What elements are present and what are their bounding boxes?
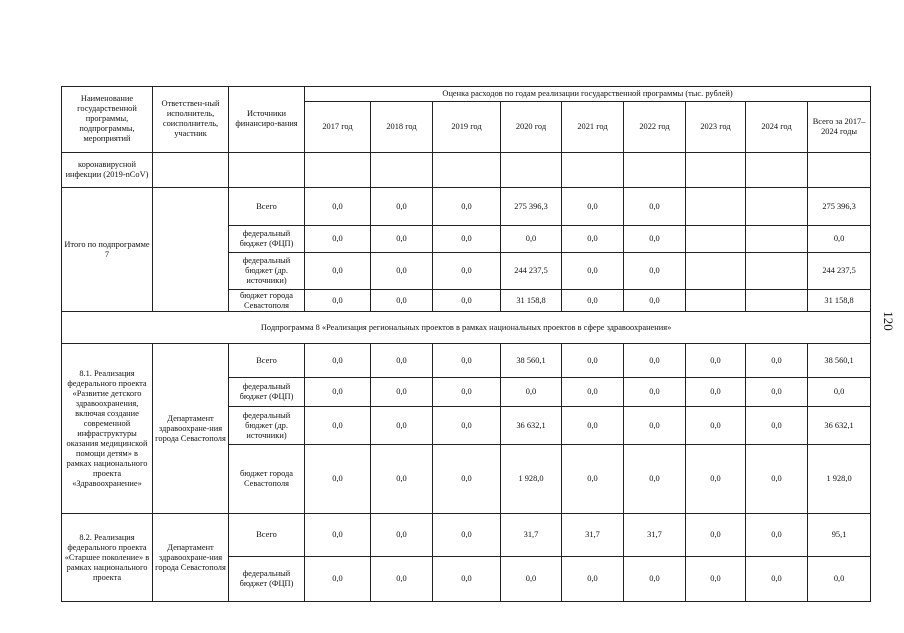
header-year: 2017 год [305, 102, 371, 152]
cell-value: 0,0 [433, 407, 501, 445]
cell-value [686, 289, 746, 311]
source-label: федеральный бюджет (ФЦП) [229, 377, 305, 406]
cell-value: 0,0 [746, 514, 808, 557]
cell-value: 0,0 [746, 377, 808, 406]
source-label: Всего [229, 187, 305, 225]
cell-value: 31,7 [501, 514, 562, 557]
cell-value: 0,0 [433, 514, 501, 557]
cell-value: 0,0 [501, 377, 562, 406]
total7-label: Итого по подпрограмме 7 [62, 187, 153, 311]
budget-table [61, 86, 871, 602]
cell-value: 1 928,0 [808, 445, 871, 514]
header-year: 2022 год [624, 102, 686, 152]
cell-value: 0,0 [686, 344, 746, 377]
table-row [62, 344, 871, 377]
header-year: 2024 год [746, 102, 808, 152]
source-label: федеральный бюджет (др. источники) [229, 252, 305, 289]
budget-table-page [61, 86, 870, 602]
cell-value: 275 396,3 [501, 187, 562, 225]
source-label: Всего [229, 514, 305, 557]
cell-value: 0,0 [562, 557, 624, 602]
cell-value: 36 632,1 [501, 407, 562, 445]
cell-value: 0,0 [371, 226, 433, 252]
header-year: 2023 год [686, 102, 746, 152]
cell-value: 95,1 [808, 514, 871, 557]
item-8-2-responsible: Департамент здравоохране-ния города Севастополя [153, 514, 229, 602]
cell-value: 0,0 [305, 514, 371, 557]
source-label: бюджет города Севастополя [229, 445, 305, 514]
cell-value: 0,0 [624, 557, 686, 602]
cell-value: 0,0 [433, 252, 501, 289]
cell-value [746, 226, 808, 252]
header-name: Наименование государственной программы, подпрограммы, мероприятий [62, 87, 153, 153]
cell-value: 0,0 [746, 557, 808, 602]
cell-value: 0,0 [686, 445, 746, 514]
cell-value: 0,0 [371, 557, 433, 602]
cell-value: 0,0 [433, 226, 501, 252]
cell-value: 0,0 [562, 344, 624, 377]
cell-value: 0,0 [305, 226, 371, 252]
cell-value: 0,0 [808, 557, 871, 602]
cell-value: 0,0 [746, 407, 808, 445]
cell-value: 0,0 [371, 344, 433, 377]
cell-value [746, 187, 808, 225]
table-row [62, 187, 871, 225]
cell-value: 0,0 [305, 407, 371, 445]
header-estimate: Оценка расходов по годам реализации государственной программы (тыс. рублей) [305, 87, 871, 102]
cell-value [686, 252, 746, 289]
cell-value: 0,0 [686, 377, 746, 406]
cell-value: 0,0 [624, 252, 686, 289]
cell-value: 0,0 [746, 344, 808, 377]
cell-value: 0,0 [305, 289, 371, 311]
header-total: Всего за 2017–2024 годы [808, 102, 871, 152]
source-label: федеральный бюджет (ФЦП) [229, 557, 305, 602]
cell-value: 0,0 [433, 187, 501, 225]
cell-value: 0,0 [305, 252, 371, 289]
item-8-1-responsible: Департамент здравоохране-ния города Севастополя [153, 344, 229, 514]
cell-value: 0,0 [433, 344, 501, 377]
continuation-text: коронавирусной инфекции (2019-nCoV) [62, 152, 153, 187]
cell-value: 0,0 [562, 407, 624, 445]
cell-value: 0,0 [686, 557, 746, 602]
cell-value: 0,0 [624, 187, 686, 225]
cell-value: 244 237,5 [808, 252, 871, 289]
cell-value: 0,0 [433, 557, 501, 602]
cell-value: 1 928,0 [501, 445, 562, 514]
cell-value: 0,0 [371, 445, 433, 514]
cell-value: 36 632,1 [808, 407, 871, 445]
cell-value: 0,0 [305, 377, 371, 406]
cell-value: 0,0 [686, 514, 746, 557]
cell-value: 0,0 [562, 252, 624, 289]
cell-value: 0,0 [371, 252, 433, 289]
cell-value: 244 237,5 [501, 252, 562, 289]
cell-value: 31 158,8 [501, 289, 562, 311]
cell-value [686, 187, 746, 225]
cell-value: 0,0 [624, 445, 686, 514]
cell-value: 0,0 [808, 226, 871, 252]
cell-value: 38 560,1 [501, 344, 562, 377]
source-label: федеральный бюджет (др. источники) [229, 407, 305, 445]
cell-value: 0,0 [562, 289, 624, 311]
cell-value: 0,0 [562, 445, 624, 514]
item-8-2-name: 8.2. Реализация федерального проекта «Старшее поколение» в рамках национального проекта [62, 514, 153, 602]
cell-value: 0,0 [305, 344, 371, 377]
subprogram-8-title: Подпрограмма 8 «Реализация региональных проектов в рамках национальных проектов в сфере здравоохранения» [62, 312, 871, 344]
cell-value [746, 289, 808, 311]
cell-value: 275 396,3 [808, 187, 871, 225]
source-label: бюджет города Севастополя [229, 289, 305, 311]
cell-value: 0,0 [433, 377, 501, 406]
cell-value: 0,0 [305, 187, 371, 225]
cell-value: 0,0 [433, 289, 501, 311]
cell-value: 38 560,1 [808, 344, 871, 377]
header-responsible: Ответствен-ный исполнитель, соисполнитель, участник [153, 87, 229, 153]
cell-value: 0,0 [746, 445, 808, 514]
cell-value: 0,0 [371, 407, 433, 445]
cell-value: 0,0 [305, 557, 371, 602]
cell-value: 0,0 [808, 377, 871, 406]
cell-value: 0,0 [686, 407, 746, 445]
cell-value: 31,7 [562, 514, 624, 557]
table-row [62, 514, 871, 557]
cell-value: 0,0 [624, 377, 686, 406]
header-year: 2020 год [501, 102, 562, 152]
cell-value: 31 158,8 [808, 289, 871, 311]
cell-value: 0,0 [433, 445, 501, 514]
header-year: 2019 год [433, 102, 501, 152]
cell-value: 0,0 [624, 344, 686, 377]
cell-value: 0,0 [501, 226, 562, 252]
cell-value: 0,0 [371, 514, 433, 557]
source-label: федеральный бюджет (ФЦП) [229, 226, 305, 252]
cell-value: 0,0 [501, 557, 562, 602]
cell-value: 0,0 [562, 226, 624, 252]
cell-value: 0,0 [624, 289, 686, 311]
header-year: 2021 год [562, 102, 624, 152]
header-year: 2018 год [371, 102, 433, 152]
cell-value: 0,0 [371, 289, 433, 311]
source-label: Всего [229, 344, 305, 377]
cell-value: 0,0 [371, 187, 433, 225]
cell-value: 31,7 [624, 514, 686, 557]
cell-value: 0,0 [624, 407, 686, 445]
cell-value: 0,0 [562, 377, 624, 406]
item-8-1-name: 8.1. Реализация федерального проекта «Развитие детского здравоохранения, включая создание современной инфраструктуры оказания медицинской помощи детям» в рамках национального проекта «Здравоохранение» [62, 344, 153, 514]
cell-value: 0,0 [624, 226, 686, 252]
header-sources: Источники финансиро-вания [229, 87, 305, 153]
cell-value: 0,0 [562, 187, 624, 225]
cell-value: 0,0 [371, 377, 433, 406]
cell-value: 0,0 [305, 445, 371, 514]
cell-value [746, 252, 808, 289]
page-number: 120 [881, 311, 896, 331]
cell-value [686, 226, 746, 252]
